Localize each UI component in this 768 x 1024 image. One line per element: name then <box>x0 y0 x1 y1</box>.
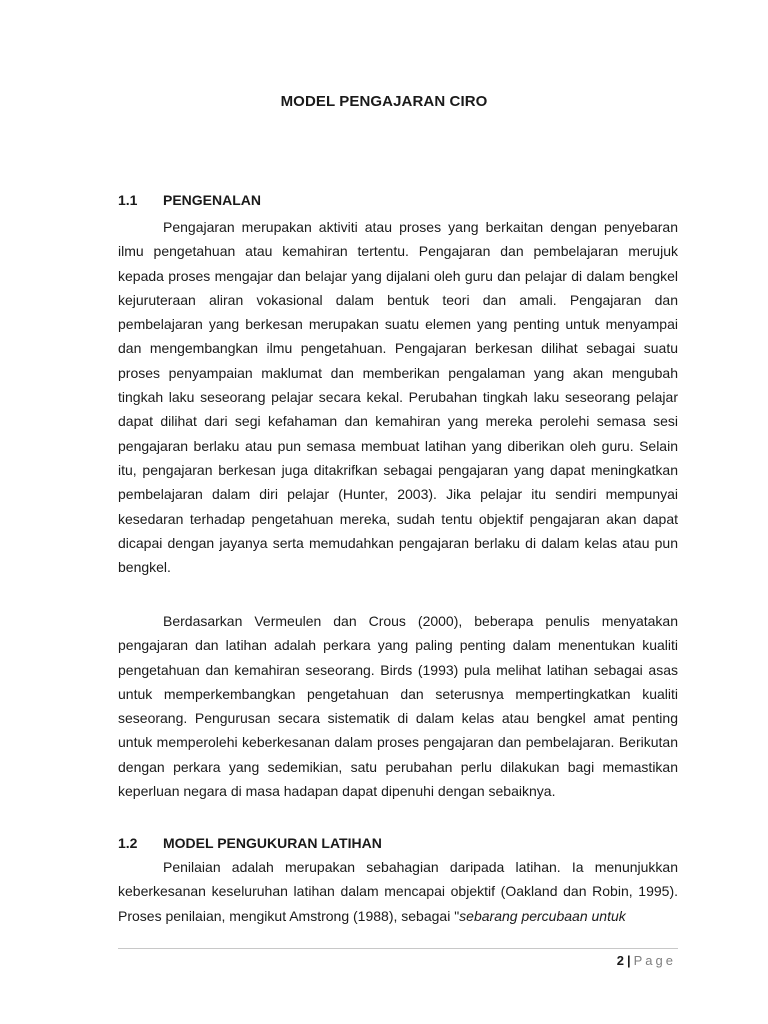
page-number: 2 <box>616 953 624 968</box>
page-label: Page <box>633 953 676 968</box>
section-title: PENGENALAN <box>163 192 262 208</box>
document-title: MODEL PENGAJARAN CIRO <box>280 93 488 110</box>
section-title: MODEL PENGUKURAN LATIHAN <box>163 835 382 851</box>
footer-divider <box>118 948 678 949</box>
paragraph: Berdasarkan Vermeulen dan Crous (2000), beberapa penulis menyatakan pengajaran dan latihan adalah perkara yang paling penting dalam menentukan kualiti pengetahuan dan kemahiran seseorang. Birds (1993) pula melihat latihan sebagai asas untuk memperkembangkan pengetahuan dan seterusnya mempertingkatkan kualiti seseorang. Pengurusan secara sistematik di dalam kelas atau bengkel amat penting untuk memperolehi keberkesanan dalam proses pengajaran dan pembelajaran. Berikutan dengan perkara yang sedemikian, satu perubahan perlu dilakukan bagi memastikan keperluan negara di masa hadapan dapat dipenuhi dengan sebaiknya. <box>118 613 678 800</box>
section-heading-1-1 <box>118 192 261 208</box>
paragraph: Pengajaran merupakan aktiviti atau proses yang berkaitan dengan penyebaran ilmu pengetahuan atau kemahiran tertentu. Pengajaran dan pembelajaran merujuk kepada proses mengajar dan belajar yang dijalani oleh guru dan pelajar di dalam bengkel kejuruteraan aliran vokasional dalam bentuk teori dan amali. Pengajaran dan pembelajaran yang berkesan merupakan suatu elemen yang penting untuk menyampai dan mengembangkan ilmu pengetahuan. Pengajaran berkesan dilihat sebagai suatu proses penyampaian maklumat dan memberikan pengalaman yang akan mengubah tingkah laku seseorang pelajar secara kekal. Perubahan tingkah laku seseorang pelajar dapat dilihat dari segi kefahaman dan kemahiran yang mereka perolehi semasa sesi pengajaran berlaku atau pun semasa membuat latihan yang diberikan oleh guru. Selain itu, pengajaran berkesan juga ditakrifkan sebagai pengajaran yang dapat meningkatkan pembelajaran dalam diri pelajar (Hunter, 2003). Jika pelajar itu sendiri mempunyai kesedaran terhadap pengetahuan mereka, sudah tentu objektif pengajaran akan dapat dicapai dengan jayanya serta memudahkan pengajaran berlaku di dalam kelas atau pun bengkel. <box>118 219 678 576</box>
section-number: 1.1 <box>118 192 138 208</box>
paragraph <box>118 855 678 928</box>
page-footer <box>617 953 676 968</box>
section-heading-1-2 <box>118 835 382 851</box>
paragraph-text: Penilaian adalah merupakan sebahagian daripada latihan. Ia menunjukkan keberkesanan keseluruhan latihan dalam mencapai objektif (Oakland dan Robin, 1995). Proses penilaian, mengikut Amstrong (1988), sebagai " <box>118 859 678 924</box>
italic-quote: sebarang percubaan untuk <box>459 907 626 924</box>
footer-separator: | <box>626 953 631 968</box>
section-number: 1.2 <box>118 835 138 851</box>
